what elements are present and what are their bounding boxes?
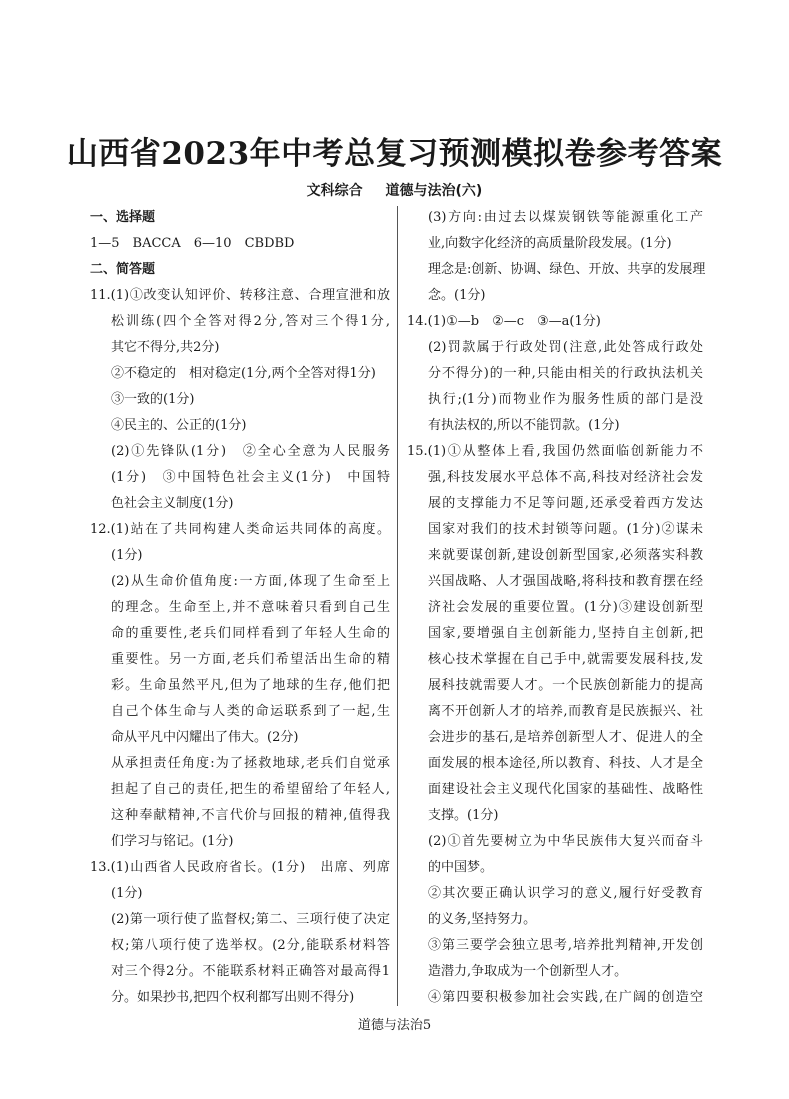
text-line: (2)①首先要树立为中华民族伟大复兴而奋斗 [428, 834, 703, 849]
text-line: 支撑。(1分) [428, 808, 499, 823]
column-divider [397, 206, 398, 1006]
text-line: 理念是:创新、协调、绿色、开放、共享的发展理 [428, 262, 706, 277]
text-line: 二、简答题 [90, 262, 156, 277]
text-line: ④民主的、公正的(1分) [111, 418, 247, 433]
text-line: (1分) [111, 548, 143, 563]
right-column [407, 205, 706, 1011]
text-line: 的义务,坚持努力。 [428, 912, 537, 927]
text-line: 重要性。另一方面,老兵们希望活出生命的精 [111, 652, 390, 667]
text-line: (3)方向:由过去以煤炭钢铁等能源重化工产 [428, 210, 703, 225]
text-line: 来就要谋创新,建设创新型国家,必须落实科教 [428, 548, 703, 563]
text-line: 松训练(四个全答对得2分,答对三个得1分, [111, 314, 390, 329]
text-line: 核心技术掌握在自己手中,就需要发展科技,发 [428, 652, 703, 667]
text-line: 的理念。生命至上,并不意味着只看到自己生 [111, 600, 390, 615]
text-line: (1分) ③中国特色社会主义(1分) 中国特 [111, 470, 390, 485]
text-line: 14.(1)①—b ②—c ③—a(1分) [407, 314, 601, 329]
subtitle [0, 180, 789, 200]
text-line: 兴国战略、人才强国战略,将科技和教育摆在经 [428, 574, 703, 589]
text-line: 国家,要增强自主创新能力,坚持自主创新,把 [428, 626, 703, 641]
text-line: (2)①先锋队(1分) ②全心全意为人民服务 [111, 444, 390, 459]
text-line: 执行;(1分)而物业作为服务性质的部门是没 [428, 392, 703, 407]
left-column [90, 205, 390, 1011]
text-line: ④第四要积极参加社会实践,在广阔的创造空 [428, 990, 703, 1005]
text-line: 彩。生命虽然平凡,但为了地球的生存,他们把 [111, 678, 390, 693]
text-line: 的中国梦。 [428, 860, 494, 875]
text-line: 12.(1)站在了共同构建人类命运共同体的高度。 [90, 522, 390, 537]
text-line: 念。(1分) [428, 288, 486, 303]
page-footer: 道德与法治5 [357, 1018, 432, 1033]
text-line: ②其次要正确认识学习的意义,履行好受教育 [428, 886, 703, 901]
text-line: (2)罚款属于行政处罚(注意,此处答成行政处 [428, 340, 703, 355]
text-line: 权;第八项行使了选举权。(2分,能联系材料答 [111, 938, 390, 953]
text-line: 强,科技发展水平总体不高,科技对经济社会发 [428, 470, 703, 485]
text-line: (2)第一项行使了监督权;第二、三项行使了决定 [111, 912, 390, 927]
text-line: 这种奉献精神,不言代价与回报的精神,值得我 [111, 808, 390, 823]
paper-label: 道德与法治(六) [385, 183, 483, 199]
text-line: 业,向数字化经济的高质量阶段发展。(1分) [428, 236, 672, 251]
text-line: 一、选择题 [90, 210, 156, 225]
text-line: 展的支撑能力不足等问题,还承受着西方发达 [428, 496, 703, 511]
text-line: 会进步的基石,是培养创新型人才、促进人的全 [428, 730, 703, 745]
text-line: 自己个体生命与人类的命运联系到了一起,生 [111, 704, 390, 719]
text-line: 展科技就需要人才。一个民族创新能力的提高 [428, 678, 703, 693]
text-line: 15.(1)①从整体上看,我国仍然面临创新能力不 [407, 444, 703, 459]
text-line: 分。如果抄书,把四个权利都写出则不得分) [111, 990, 355, 1005]
text-line: ②不稳定的 相对稳定(1分,两个全答对得1分) [111, 366, 376, 381]
subject-label: 文科综合 [306, 183, 363, 199]
text-line: ③第三要学会独立思考,培养批判精神,开发创 [428, 938, 703, 953]
text-line: 们学习与铭记。(1分) [111, 834, 234, 849]
text-line: (1分) [111, 886, 143, 901]
text-line: 命的重要性,老兵们同样看到了年轻人生命的 [111, 626, 390, 641]
text-line: 对三个得2分。不能联系材料正确答对最高得1 [111, 964, 390, 979]
text-line: (2)从生命价值角度:一方面,体现了生命至上 [111, 574, 390, 589]
text-line: 有执法权的,所以不能罚款。(1分) [428, 418, 620, 433]
text-line: 造潜力,争取成为一个创新型人才。 [428, 964, 628, 979]
text-line: 其它不得分,共2分) [111, 340, 220, 355]
text-line: 担起了自己的责任,把生的希望留给了年轻人, [111, 782, 390, 797]
text-line: 11.(1)①改变认知评价、转移注意、合理宣泄和放 [90, 288, 390, 303]
text-line: 济社会发展的重要位置。(1分)③建设创新型 [428, 600, 703, 615]
text-line: 分不得分)的一种,只能由相关的行政执法机关 [428, 366, 703, 381]
text-line: 从承担责任角度:为了拯救地球,老兵们自觉承 [111, 756, 390, 771]
text-line: 命从平凡中闪耀出了伟大。(2分) [111, 730, 299, 745]
text-line: 面发展的根本途径,所以教育、科技、人才是全 [428, 756, 703, 771]
text-line: 离不开创新人才的培养,而教育是民族振兴、社 [428, 704, 703, 719]
text-line: ③一致的(1分) [111, 392, 195, 407]
page-title: 山西省2023年中考总复习预测模拟卷参考答案 [66, 136, 723, 172]
text-line: 国家对我们的技术封锁等问题。(1分)②谋未 [428, 522, 703, 537]
text-line: 1—5 BACCA 6—10 CBDBD [90, 236, 295, 251]
text-line: 面建设社会主义现代化国家的基础性、战略性 [428, 782, 703, 797]
text-line: 色社会主义制度(1分) [111, 496, 234, 511]
text-line: 13.(1)山西省人民政府省长。(1分) 出席、列席 [90, 860, 390, 875]
